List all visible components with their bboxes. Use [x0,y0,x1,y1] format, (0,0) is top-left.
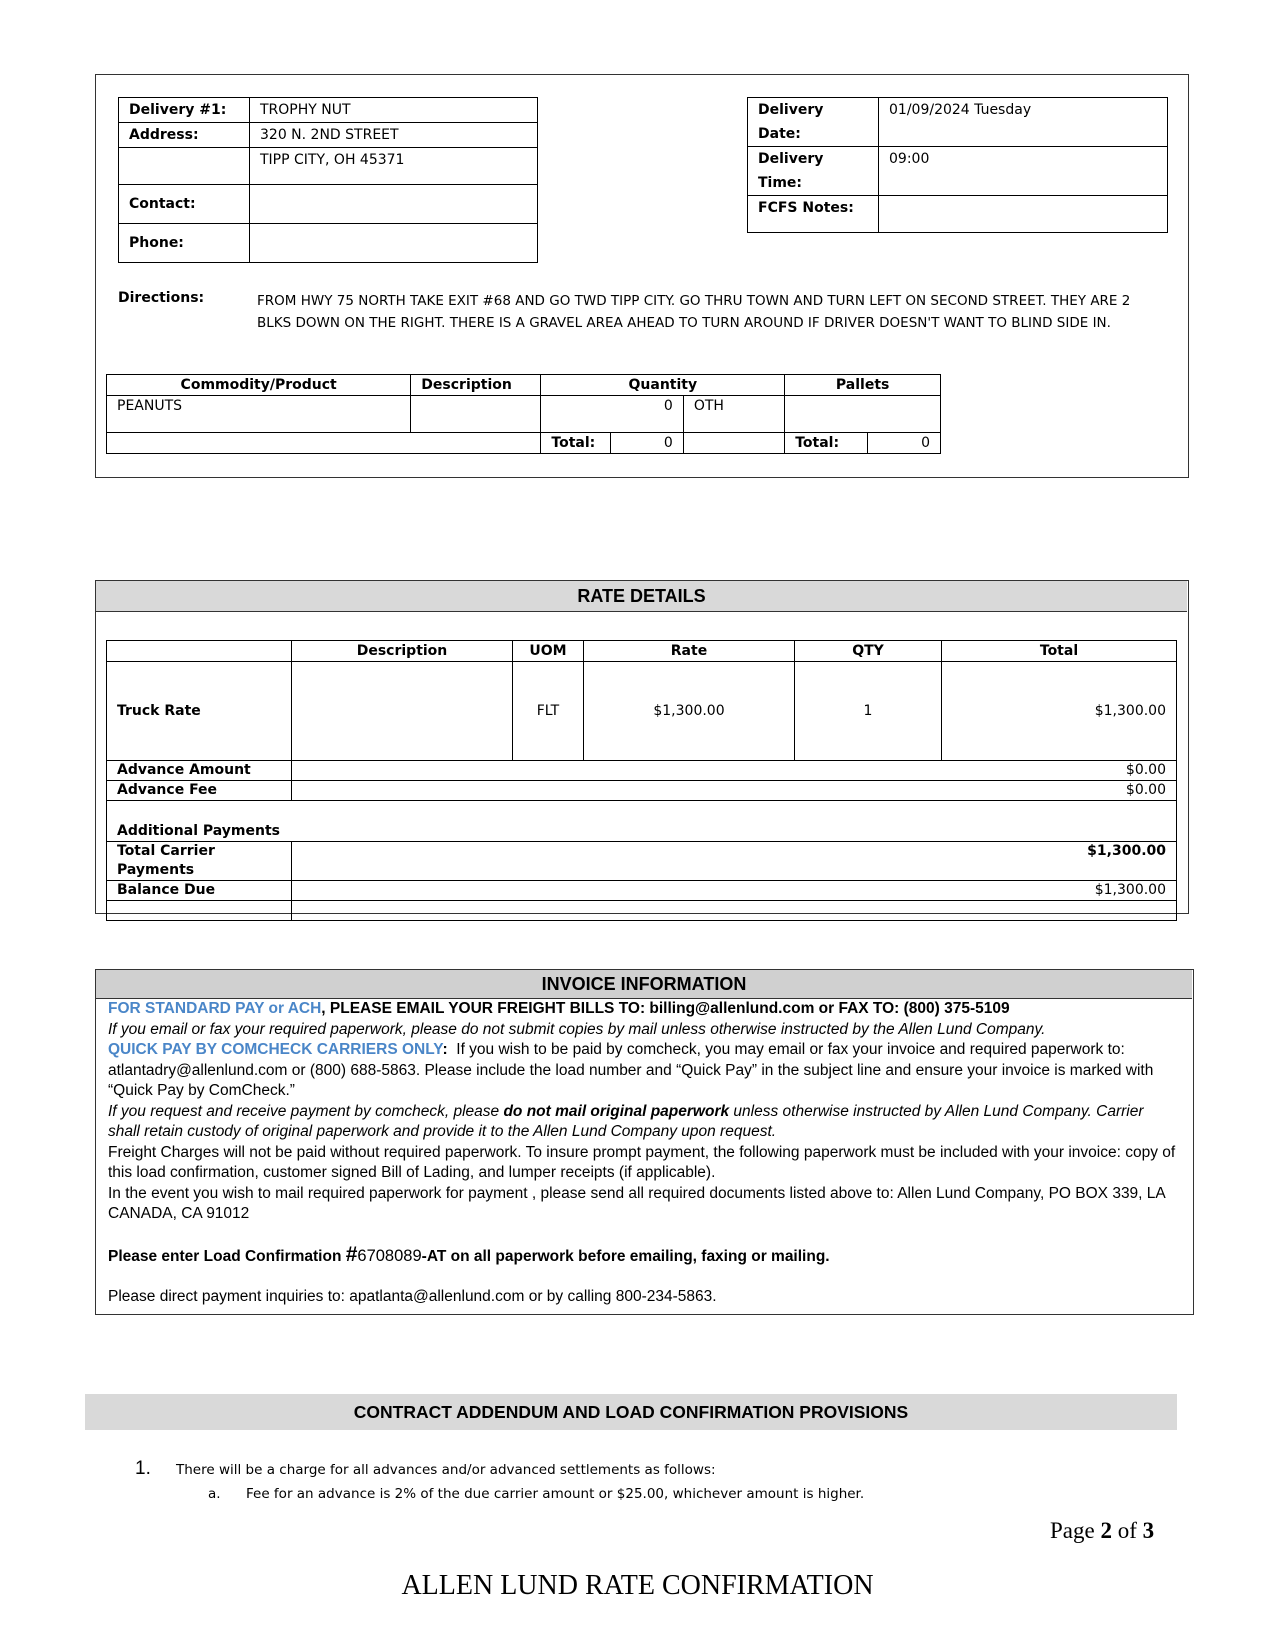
qty-total-label: Total: [541,433,610,454]
pallets-total-label: Total: [785,433,868,454]
commodity-unit: OTH [683,396,784,433]
advance-amount-label: Advance Amount [107,761,292,781]
delivery-number-label: Delivery #1: [119,98,250,123]
total-carrier-label: Total Carrier Payments [107,842,292,881]
commodity-header-pallets: Pallets [785,375,941,396]
commodity-qty: 0 [541,396,683,433]
quick-pay-instructions: If you wish to be paid by comcheck, you may email or fax your invoice and required paperwork to: atlantadry@allenlund.com or (800) 688-5863. Please include the load number and “Quick Pay” in the subject line and ensure your invoice is marked with “Quick Pay by ComCheck.” [108,1041,1154,1099]
page-number [1050,1518,1154,1544]
provision-1a-text: Fee for an advance is 2% of the due carrier amount or $25.00, whichever amount is higher. [246,1486,865,1502]
delivery-time-label: Delivery Time: [748,147,879,196]
comcheck-note-part2: unless otherwise instructed by Allen Lund Company. Carrier shall retain custody of original paperwork and provide it to the Allen Lund Company upon request. [108,1102,1144,1140]
truck-rate-uom: FLT [513,662,584,761]
address-label: Address: [119,123,250,148]
addendum-title: CONTRACT ADDENDUM AND LOAD CONFIRMATION PROVISIONS [85,1394,1177,1430]
phone-value [250,224,538,263]
truck-rate-description [292,662,513,761]
truck-rate-qty: 1 [795,662,942,761]
qty-total-unit-blank [683,433,784,454]
delivery-time-value: 09:00 [879,147,1168,196]
standard-pay-note: If you email or fax your required paperwork, please do not submit copies by mail unless otherwise instructed by the Allen Lund Company. [108,1020,1046,1038]
balance-due-label: Balance Due [107,881,292,901]
comcheck-note [108,1102,1178,1143]
quick-pay-colon: : [442,1041,448,1058]
truck-rate-total: $1,300.00 [942,662,1177,761]
rate-header-qty: QTY [795,641,942,662]
commodity-product: PEANUTS [107,396,411,433]
rate-table [106,640,1177,921]
contact-value [250,185,538,224]
pallets-total-value: 0 [868,433,941,454]
commodity-pallets [785,396,941,433]
load-conf-text-2: -AT on all paperwork before emailing, faxing or mailing. [421,1247,830,1265]
advance-fee-label: Advance Fee [107,781,292,801]
commodity-table [106,374,941,454]
delivery-number-value: TROPHY NUT [250,98,538,123]
rate-header-description: Description [292,641,513,662]
commodity-header-quantity: Quantity [541,375,785,396]
delivery-date-label: Delivery Date: [748,98,879,147]
page-current: 2 [1100,1518,1112,1543]
advance-amount-value: $0.00 [292,761,1177,781]
load-conf-hash: # [345,1242,358,1266]
delivery-date-table [747,97,1168,233]
rate-details-title: RATE DETAILS [96,581,1187,612]
contact-label: Contact: [119,185,250,224]
mail-paperwork-text: In the event you wish to mail required paperwork for payment , please send all required documents listed above to: Allen Lund Company, PO BOX 339, LA CANADA, CA 91012 [108,1184,1165,1222]
fcfs-notes-label: FCFS Notes: [748,196,879,233]
page-total: 3 [1142,1518,1155,1543]
address-line1: 320 N. 2ND STREET [250,123,538,148]
additional-payments-label: Additional Payments [107,801,1177,842]
phone-label: Phone: [119,224,250,263]
address-line2: TIPP CITY, OH 45371 [250,148,538,185]
qty-total-value: 0 [610,433,683,454]
fcfs-notes-value [879,196,1168,233]
quick-pay-paragraph [108,1040,1178,1102]
page-of: of [1111,1518,1143,1543]
truck-rate-label: Truck Rate [107,662,292,761]
delivery-date-value: 01/09/2024 Tuesday [879,98,1168,147]
directions-label: Directions: [118,290,205,306]
truck-rate-rate: $1,300.00 [584,662,795,761]
standard-pay-instructions: , PLEASE EMAIL YOUR FREIGHT BILLS TO: billing@allenlund.com or FAX TO: (800) 375-5109 [321,1000,1010,1017]
freight-charges-text: Freight Charges will not be paid without required paperwork. To insure prompt payment, the following paperwork must be included with your invoice: copy of this load confirmation, customer signed Bill of Lading, and lumper receipts (if applicable). [108,1143,1176,1181]
directions-text: FROM HWY 75 NORTH TAKE EXIT #68 AND GO TWD TIPP CITY. GO THRU TOWN AND TURN LEFT ON SECOND STREET. THEY ARE 2 BLKS DOWN ON THE RIGHT. THERE IS A GRAVEL AREA AHEAD TO TURN AROUND IF DRIVER DOESN'T WANT TO BLIND SIDE IN. [257,293,1131,331]
advance-fee-value: $0.00 [292,781,1177,801]
load-confirmation-line [108,1242,1178,1268]
rate-table-blank-label [107,901,292,921]
load-conf-number: 6708089 [357,1246,422,1265]
total-carrier-value: $1,300.00 [292,842,1177,881]
quick-pay-heading: QUICK PAY BY COMCHECK CARRIERS ONLY [108,1041,443,1058]
invoice-title: INVOICE INFORMATION [96,970,1192,999]
comcheck-note-bold: do not mail original paperwork [503,1102,730,1120]
load-conf-text-1: Please enter Load Confirmation [108,1247,346,1265]
commodity-total-blank [107,433,541,454]
rate-header-blank [107,641,292,662]
invoice-body [108,999,1178,1308]
rate-header-rate: Rate [584,641,795,662]
address-blank-label [119,148,250,185]
document-title: ALLEN LUND RATE CONFIRMATION [401,1570,874,1601]
payment-inquiries-text: Please direct payment inquiries to: apatlanta@allenlund.com or by calling 800-234-5863. [108,1288,717,1305]
commodity-description [411,396,541,433]
balance-due-value: $1,300.00 [292,881,1177,901]
commodity-header-product: Commodity/Product [107,375,411,396]
provision-1-text: There will be a charge for all advances and/or advanced settlements as follows: [176,1462,716,1478]
page-prefix: Page [1050,1518,1101,1543]
rate-table-blank-value [292,901,1177,921]
standard-pay-heading: FOR STANDARD PAY or ACH [108,1000,322,1017]
commodity-header-description: Description [411,375,541,396]
comcheck-note-part1: If you request and receive payment by comcheck, please [108,1102,504,1120]
rate-header-uom: UOM [513,641,584,662]
rate-header-total: Total [942,641,1177,662]
provision-1-number: 1. [135,1458,151,1479]
provision-1a-letter: a. [208,1486,221,1502]
standard-pay-line [108,999,1178,1020]
delivery-address-table [118,97,538,263]
